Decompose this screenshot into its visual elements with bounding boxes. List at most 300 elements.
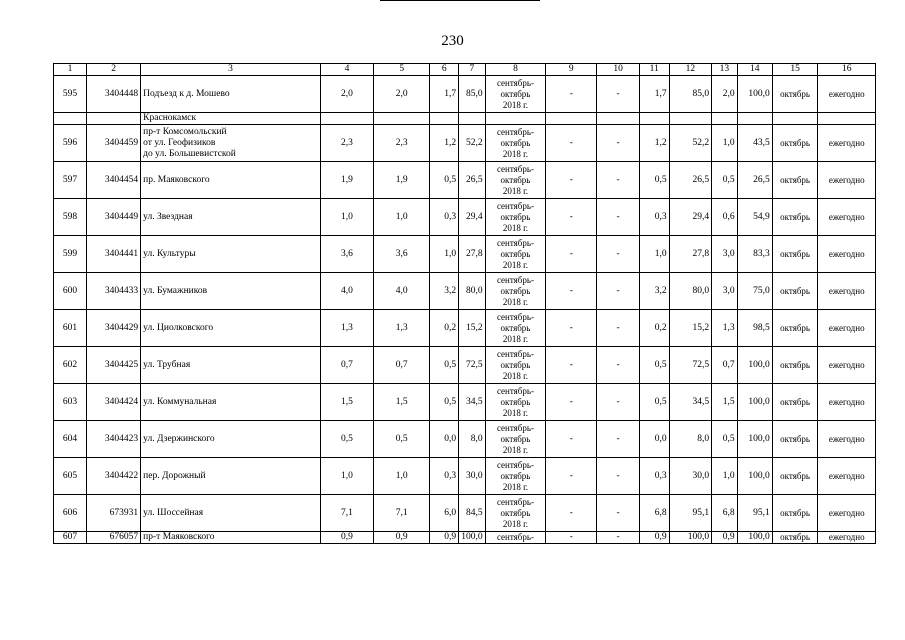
road-name — [141, 347, 321, 384]
line: сентябрь- — [496, 348, 534, 359]
column-header-10: 10 — [597, 64, 640, 76]
col-15: октябрь — [772, 347, 818, 384]
col-4: 1,0 — [320, 199, 373, 236]
empty-cell — [374, 113, 430, 125]
empty-cell — [430, 113, 459, 125]
col-13: 1,0 — [712, 458, 738, 495]
line: сентябрь- — [496, 422, 534, 433]
empty-cell — [772, 113, 818, 125]
empty-cell — [485, 113, 546, 125]
table-row — [54, 421, 876, 458]
col-10: - — [597, 76, 640, 113]
col-10: - — [597, 162, 640, 199]
line: октябрь — [500, 211, 531, 222]
col-6: 0,3 — [430, 458, 459, 495]
table-row — [54, 532, 876, 544]
col-15: октябрь — [772, 458, 818, 495]
col-5: 1,0 — [374, 458, 430, 495]
col-10: - — [597, 495, 640, 532]
col-14: 100,0 — [737, 347, 772, 384]
col-16: ежегодно — [818, 199, 876, 236]
line: пр. Маяковского — [143, 174, 210, 185]
table-row — [54, 347, 876, 384]
column-header-5: 5 — [374, 64, 430, 76]
col-7: 29,4 — [459, 199, 486, 236]
table-row — [54, 199, 876, 236]
col-14: 100,0 — [737, 421, 772, 458]
col-7: 15,2 — [459, 310, 486, 347]
table-row — [54, 273, 876, 310]
column-header-6: 6 — [430, 64, 459, 76]
col-5: 2,0 — [374, 76, 430, 113]
col-11: 0,0 — [639, 421, 669, 458]
col-7: 100,0 — [459, 532, 486, 544]
col-13: 3,0 — [712, 236, 738, 273]
col-11: 1,0 — [639, 236, 669, 273]
col-15: октябрь — [772, 384, 818, 421]
col-15: октябрь — [772, 310, 818, 347]
col-14: 95,1 — [737, 495, 772, 532]
col-16: ежегодно — [818, 532, 876, 544]
period — [485, 495, 546, 532]
period — [485, 458, 546, 495]
col-7: 30,0 — [459, 458, 486, 495]
empty-cell — [320, 113, 373, 125]
road-code: 3404429 — [86, 310, 140, 347]
road-name — [141, 236, 321, 273]
road-name — [141, 310, 321, 347]
column-header-7: 7 — [459, 64, 486, 76]
col-4: 1,5 — [320, 384, 373, 421]
col-6: 1,2 — [430, 125, 459, 162]
line: октябрь — [500, 248, 531, 259]
col-5: 7,1 — [374, 495, 430, 532]
line: октябрь — [500, 433, 531, 444]
col-14: 98,5 — [737, 310, 772, 347]
road-name — [141, 273, 321, 310]
line: сентябрь- — [496, 311, 534, 322]
col-12: 29,4 — [669, 199, 712, 236]
col-7: 26,5 — [459, 162, 486, 199]
row-number: 605 — [54, 458, 87, 495]
col-10: - — [597, 347, 640, 384]
empty-cell — [669, 113, 712, 125]
empty-cell — [54, 113, 87, 125]
col-11: 0,5 — [639, 384, 669, 421]
row-number: 602 — [54, 347, 87, 384]
roads-table — [53, 63, 876, 544]
col-4: 2,3 — [320, 125, 373, 162]
line: сентябрь- — [496, 163, 534, 174]
col-10: - — [597, 310, 640, 347]
period — [485, 76, 546, 113]
col-7: 84,5 — [459, 495, 486, 532]
col-12: 100,0 — [669, 532, 712, 544]
col-14: 83,3 — [737, 236, 772, 273]
line: сентябрь- — [496, 385, 534, 396]
table-row — [54, 458, 876, 495]
col-15: октябрь — [772, 532, 818, 544]
period — [485, 125, 546, 162]
col-13: 2,0 — [712, 76, 738, 113]
table-row — [54, 310, 876, 347]
col-11: 3,2 — [639, 273, 669, 310]
col-6: 1,0 — [430, 236, 459, 273]
line: 2018 г. — [502, 296, 529, 307]
col-9: - — [546, 199, 597, 236]
line: 2018 г. — [502, 481, 529, 492]
col-16: ежегодно — [818, 76, 876, 113]
col-11: 0,2 — [639, 310, 669, 347]
road-name — [141, 125, 321, 162]
col-11: 1,2 — [639, 125, 669, 162]
line: ул. Коммунальная — [143, 396, 217, 407]
empty-cell — [546, 113, 597, 125]
col-11: 1,7 — [639, 76, 669, 113]
col-5: 0,9 — [374, 532, 430, 544]
line: сентябрь- — [496, 459, 534, 470]
road-name — [141, 421, 321, 458]
col-9: - — [546, 76, 597, 113]
column-header-2: 2 — [86, 64, 140, 76]
table-row — [54, 76, 876, 113]
col-12: 15,2 — [669, 310, 712, 347]
col-12: 52,2 — [669, 125, 712, 162]
header-row — [54, 64, 876, 76]
col-14: 26,5 — [737, 162, 772, 199]
period — [485, 347, 546, 384]
col-15: октябрь — [772, 495, 818, 532]
col-9: - — [546, 273, 597, 310]
line: 2018 г. — [502, 148, 529, 159]
col-4: 0,7 — [320, 347, 373, 384]
col-4: 0,5 — [320, 421, 373, 458]
col-15: октябрь — [772, 162, 818, 199]
col-14: 100,0 — [737, 458, 772, 495]
line: 2018 г. — [502, 444, 529, 455]
col-10: - — [597, 421, 640, 458]
road-code: 3404422 — [86, 458, 140, 495]
column-header-9: 9 — [546, 64, 597, 76]
col-6: 0,5 — [430, 347, 459, 384]
line: 2018 г. — [502, 99, 529, 110]
period — [485, 384, 546, 421]
col-7: 27,8 — [459, 236, 486, 273]
col-16: ежегодно — [818, 310, 876, 347]
row-number: 606 — [54, 495, 87, 532]
col-13: 0,5 — [712, 421, 738, 458]
page-number: 230 — [441, 33, 464, 49]
col-16: ежегодно — [818, 421, 876, 458]
col-10: - — [597, 273, 640, 310]
line: до ул. Большевистской — [143, 148, 236, 159]
line: ул. Дзержинского — [143, 433, 215, 444]
col-6: 0,5 — [430, 384, 459, 421]
col-13: 1,3 — [712, 310, 738, 347]
col-6: 0,9 — [430, 532, 459, 544]
table-row — [54, 162, 876, 199]
col-5: 1,5 — [374, 384, 430, 421]
section-row — [54, 113, 876, 125]
row-number: 600 — [54, 273, 87, 310]
road-code: 3404424 — [86, 384, 140, 421]
col-6: 6,0 — [430, 495, 459, 532]
column-header-12: 12 — [669, 64, 712, 76]
row-number: 607 — [54, 532, 87, 544]
line: октябрь — [500, 322, 531, 333]
col-9: - — [546, 347, 597, 384]
column-header-3: 3 — [141, 64, 321, 76]
col-12: 85,0 — [669, 76, 712, 113]
column-header-13: 13 — [712, 64, 738, 76]
column-header-11: 11 — [639, 64, 669, 76]
col-15: октябрь — [772, 421, 818, 458]
col-6: 3,2 — [430, 273, 459, 310]
col-12: 8,0 — [669, 421, 712, 458]
empty-cell — [459, 113, 486, 125]
period — [485, 532, 546, 544]
col-12: 27,8 — [669, 236, 712, 273]
column-header-16: 16 — [818, 64, 876, 76]
period — [485, 421, 546, 458]
col-5: 0,7 — [374, 347, 430, 384]
col-5: 3,6 — [374, 236, 430, 273]
line: сентябрь- — [496, 77, 534, 88]
col-6: 0,2 — [430, 310, 459, 347]
col-9: - — [546, 162, 597, 199]
col-13: 1,0 — [712, 125, 738, 162]
col-16: ежегодно — [818, 495, 876, 532]
col-12: 30,0 — [669, 458, 712, 495]
col-15: октябрь — [772, 125, 818, 162]
empty-cell — [639, 113, 669, 125]
col-7: 34,5 — [459, 384, 486, 421]
col-12: 26,5 — [669, 162, 712, 199]
col-9: - — [546, 310, 597, 347]
period — [485, 162, 546, 199]
line: пр-т Комсомольский — [143, 126, 227, 137]
col-13: 6,8 — [712, 495, 738, 532]
col-11: 0,3 — [639, 199, 669, 236]
line: октябрь — [500, 507, 531, 518]
col-10: - — [597, 236, 640, 273]
road-code: 3404454 — [86, 162, 140, 199]
col-6: 0,3 — [430, 199, 459, 236]
road-name — [141, 458, 321, 495]
column-header-15: 15 — [772, 64, 818, 76]
col-16: ежегодно — [818, 458, 876, 495]
line: октябрь — [500, 396, 531, 407]
table-row — [54, 384, 876, 421]
line: ул. Культуры — [143, 248, 196, 259]
line: Подъезд к д. Мошево — [143, 88, 230, 99]
road-code: 673931 — [86, 495, 140, 532]
road-code: 3404425 — [86, 347, 140, 384]
row-number: 597 — [54, 162, 87, 199]
line: 2018 г. — [502, 222, 529, 233]
empty-cell — [597, 113, 640, 125]
road-name — [141, 384, 321, 421]
col-10: - — [597, 384, 640, 421]
col-9: - — [546, 458, 597, 495]
column-header-14: 14 — [737, 64, 772, 76]
col-16: ежегодно — [818, 162, 876, 199]
col-9: - — [546, 532, 597, 544]
line: ул. Циолковского — [143, 322, 214, 333]
col-15: октябрь — [772, 76, 818, 113]
col-13: 3,0 — [712, 273, 738, 310]
line: сентябрь- — [496, 496, 534, 507]
col-10: - — [597, 458, 640, 495]
section-title: Краснокамск — [141, 113, 321, 125]
col-7: 8,0 — [459, 421, 486, 458]
col-9: - — [546, 495, 597, 532]
col-11: 0,9 — [639, 532, 669, 544]
col-4: 0,9 — [320, 532, 373, 544]
road-code: 3404441 — [86, 236, 140, 273]
line: 2018 г. — [502, 407, 529, 418]
road-code: 3404433 — [86, 273, 140, 310]
col-4: 4,0 — [320, 273, 373, 310]
road-code: 3404423 — [86, 421, 140, 458]
line: пр-т Маяковского — [143, 532, 215, 542]
line: 2018 г. — [502, 518, 529, 529]
row-number: 599 — [54, 236, 87, 273]
col-4: 1,0 — [320, 458, 373, 495]
col-16: ежегодно — [818, 273, 876, 310]
road-name — [141, 76, 321, 113]
col-5: 4,0 — [374, 273, 430, 310]
col-13: 0,5 — [712, 162, 738, 199]
col-9: - — [546, 421, 597, 458]
road-code: 3404459 — [86, 125, 140, 162]
row-number: 601 — [54, 310, 87, 347]
line: октябрь — [500, 359, 531, 370]
col-14: 100,0 — [737, 76, 772, 113]
row-number: 595 — [54, 76, 87, 113]
line: октябрь — [500, 174, 531, 185]
col-16: ежегодно — [818, 125, 876, 162]
col-14: 43,5 — [737, 125, 772, 162]
empty-cell — [818, 113, 876, 125]
table-row — [54, 236, 876, 273]
top-rule — [380, 0, 540, 1]
col-13: 0,6 — [712, 199, 738, 236]
col-14: 100,0 — [737, 532, 772, 544]
column-header-4: 4 — [320, 64, 373, 76]
road-code: 676057 — [86, 532, 140, 544]
col-11: 0,5 — [639, 162, 669, 199]
col-14: 100,0 — [737, 384, 772, 421]
col-10: - — [597, 199, 640, 236]
line: октябрь — [500, 88, 531, 99]
table-row — [54, 495, 876, 532]
line: октябрь — [500, 285, 531, 296]
road-name — [141, 162, 321, 199]
line: 2018 г. — [502, 259, 529, 270]
line: сентябрь- — [496, 237, 534, 248]
col-11: 0,5 — [639, 347, 669, 384]
col-9: - — [546, 384, 597, 421]
col-12: 95,1 — [669, 495, 712, 532]
col-7: 80,0 — [459, 273, 486, 310]
road-code: 3404448 — [86, 76, 140, 113]
col-12: 34,5 — [669, 384, 712, 421]
line: сентябрь- — [496, 532, 534, 542]
col-6: 0,5 — [430, 162, 459, 199]
col-5: 0,5 — [374, 421, 430, 458]
col-16: ежегодно — [818, 347, 876, 384]
col-13: 1,5 — [712, 384, 738, 421]
row-number: 598 — [54, 199, 87, 236]
row-number: 596 — [54, 125, 87, 162]
period — [485, 310, 546, 347]
col-4: 7,1 — [320, 495, 373, 532]
col-16: ежегодно — [818, 384, 876, 421]
col-6: 1,7 — [430, 76, 459, 113]
line: ул. Звездная — [143, 211, 193, 222]
col-11: 6,8 — [639, 495, 669, 532]
col-4: 1,9 — [320, 162, 373, 199]
line: сентябрь- — [496, 126, 534, 137]
line: ул. Трубная — [143, 359, 191, 370]
col-9: - — [546, 236, 597, 273]
col-14: 75,0 — [737, 273, 772, 310]
road-name — [141, 199, 321, 236]
line: от ул. Геофизиков — [143, 137, 216, 148]
col-10: - — [597, 125, 640, 162]
line: ул. Бумажников — [143, 285, 208, 296]
col-7: 85,0 — [459, 76, 486, 113]
col-11: 0,3 — [639, 458, 669, 495]
road-code: 3404449 — [86, 199, 140, 236]
line: октябрь — [500, 137, 531, 148]
col-16: ежегодно — [818, 236, 876, 273]
column-header-8: 8 — [485, 64, 546, 76]
period — [485, 199, 546, 236]
col-5: 1,9 — [374, 162, 430, 199]
line: 2018 г. — [502, 185, 529, 196]
empty-cell — [86, 113, 140, 125]
line: октябрь — [500, 470, 531, 481]
col-4: 2,0 — [320, 76, 373, 113]
col-13: 0,9 — [712, 532, 738, 544]
road-name — [141, 495, 321, 532]
col-5: 1,3 — [374, 310, 430, 347]
line: 2018 г. — [502, 333, 529, 344]
period — [485, 273, 546, 310]
line: сентябрь- — [496, 200, 534, 211]
line: сентябрь- — [496, 274, 534, 285]
col-13: 0,7 — [712, 347, 738, 384]
column-header-1: 1 — [54, 64, 87, 76]
empty-cell — [712, 113, 738, 125]
table-row — [54, 125, 876, 162]
line: пер. Дорожный — [143, 470, 206, 481]
row-number: 604 — [54, 421, 87, 458]
col-12: 72,5 — [669, 347, 712, 384]
col-4: 1,3 — [320, 310, 373, 347]
col-7: 52,2 — [459, 125, 486, 162]
col-4: 3,6 — [320, 236, 373, 273]
col-9: - — [546, 125, 597, 162]
line: ул. Шоссейная — [143, 507, 204, 518]
col-7: 72,5 — [459, 347, 486, 384]
row-number: 603 — [54, 384, 87, 421]
empty-cell — [737, 113, 772, 125]
col-5: 1,0 — [374, 199, 430, 236]
col-15: октябрь — [772, 199, 818, 236]
